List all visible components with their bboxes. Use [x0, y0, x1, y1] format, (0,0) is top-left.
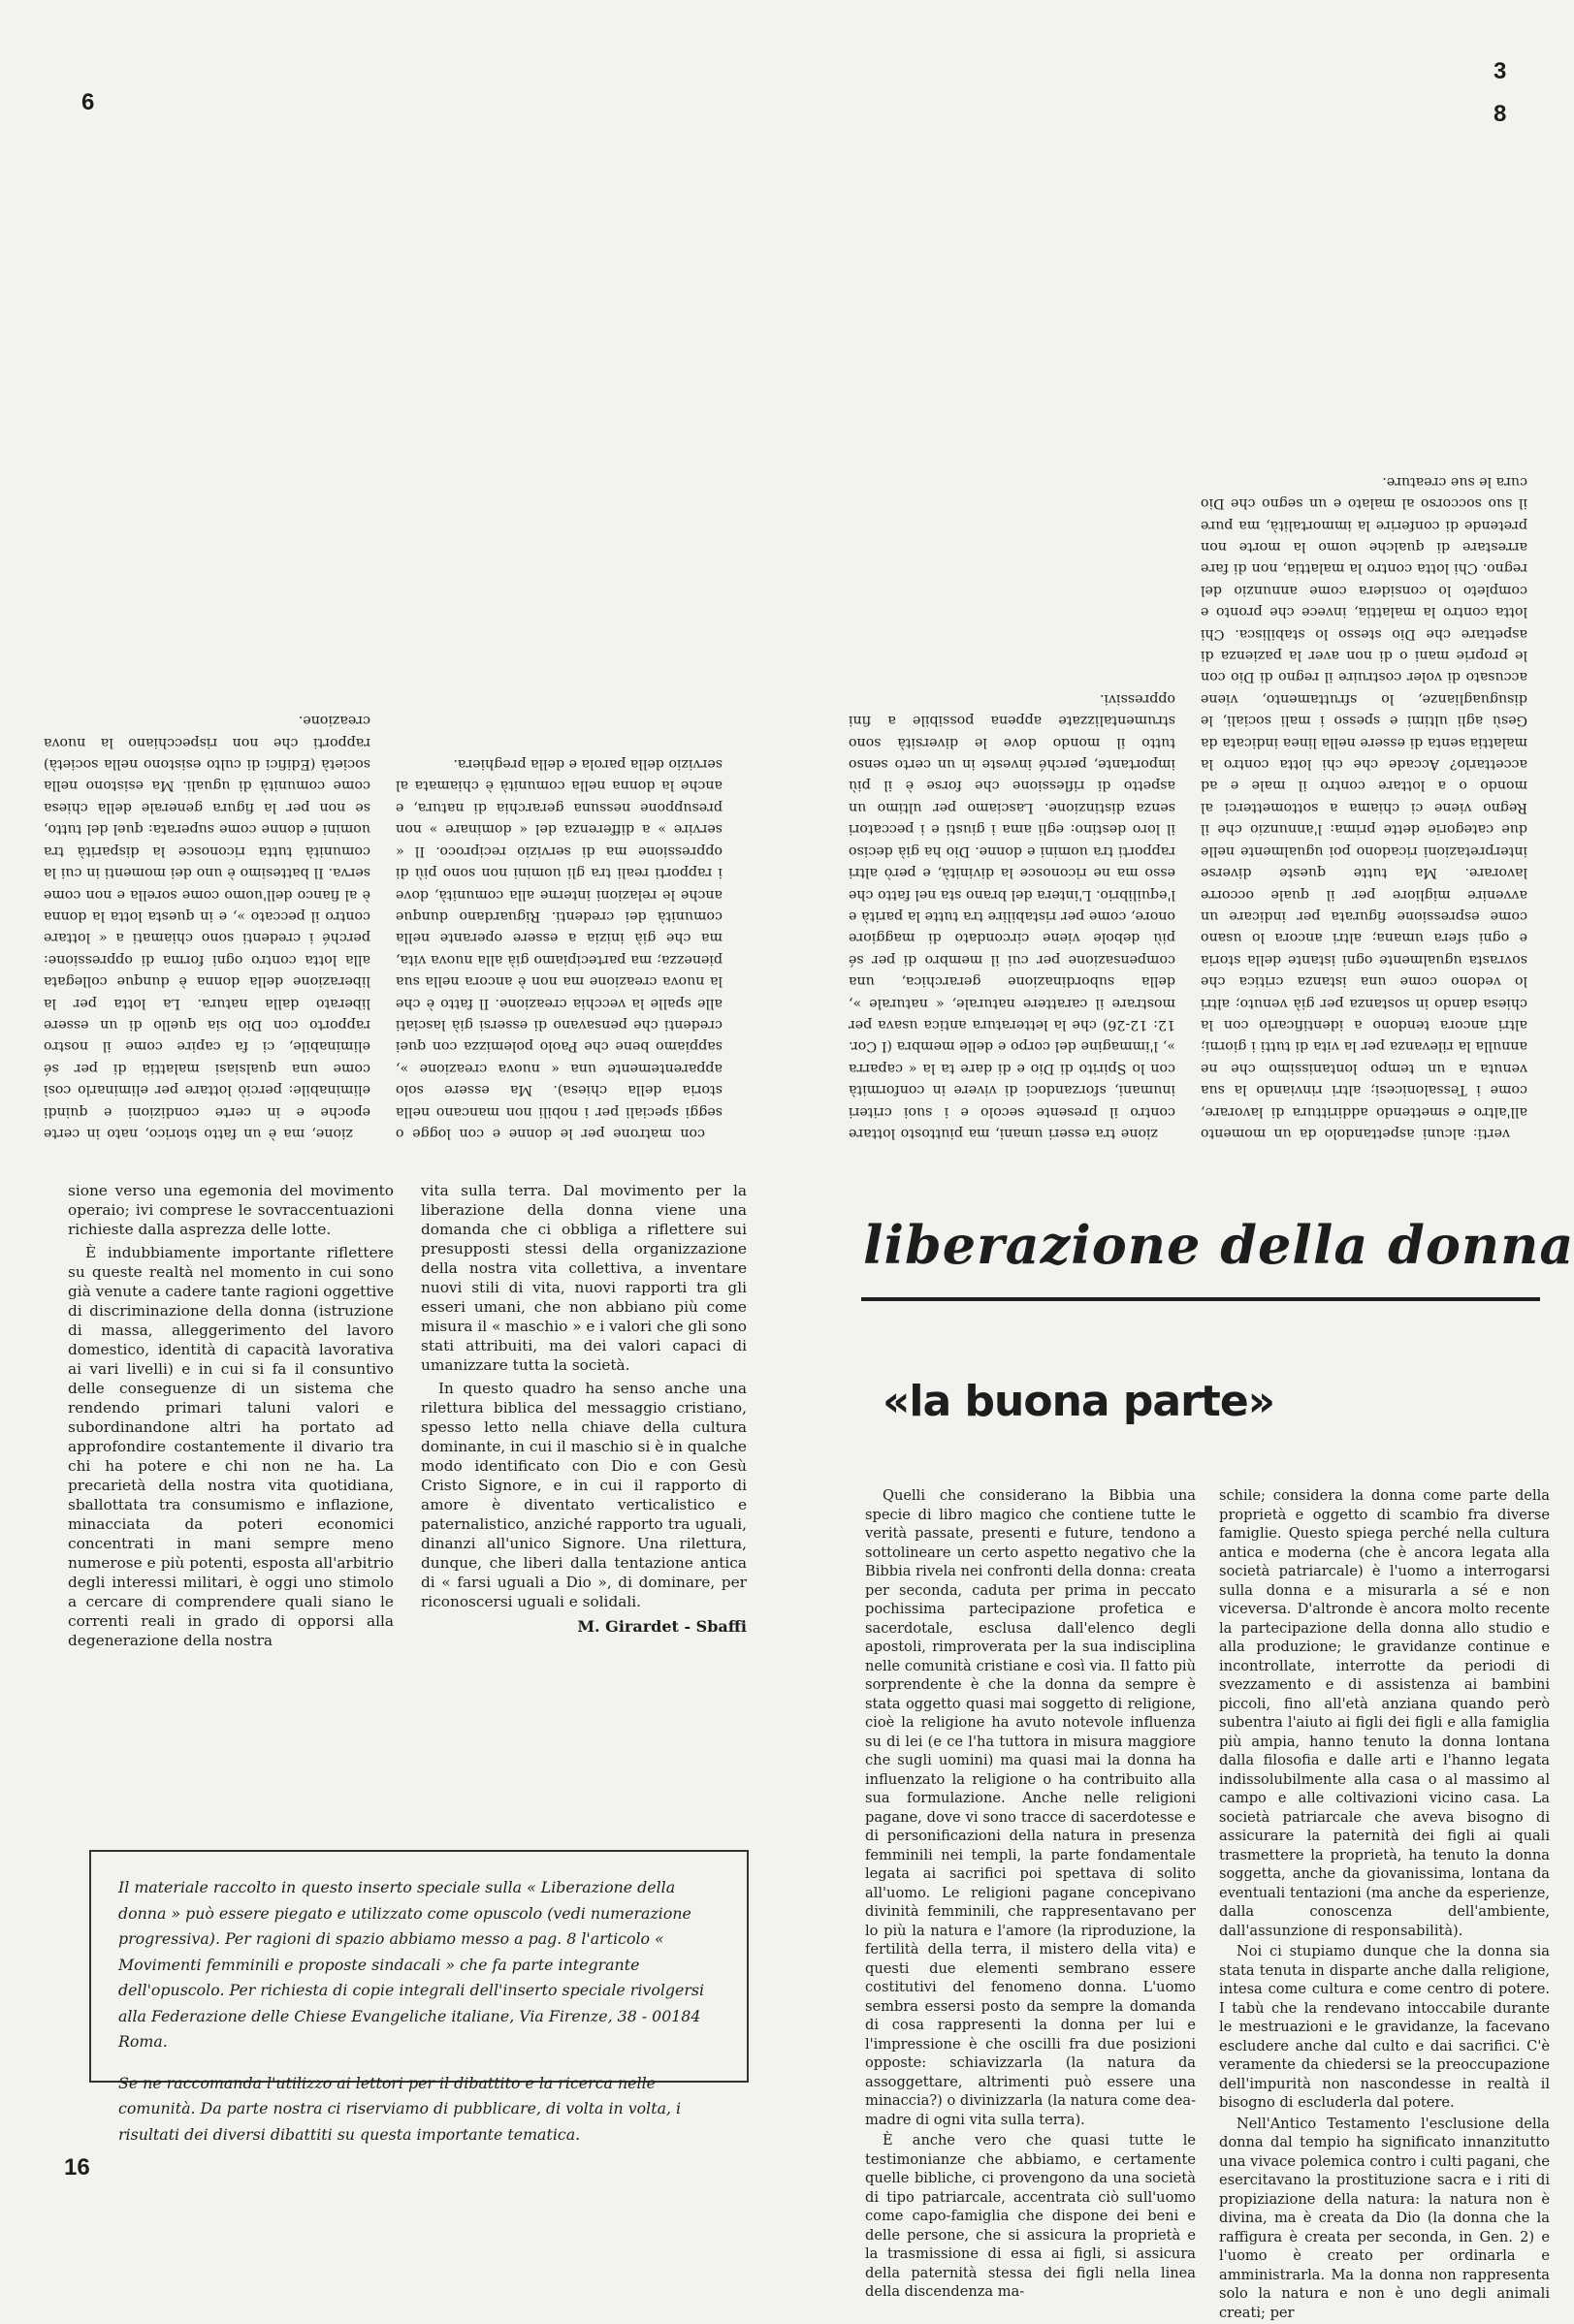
- article-paragraph: vita sulla terra. Dal movimento per la liberazione della donna viene una domanda che ci obbliga a riflettere sui presupposti stessi della organizzazione della nostra vita collettiva, a inventare nuovi stili di vita, nuovi rapporti tra gli esseri umani, che non abbiano più come misura il « maschio » e i valori che gli sono stati attribuiti, ma dei valori capaci di umanizzare tutta la società.: [421, 1182, 747, 1374]
- inverted-paragraph: con matrone per le donne e con logge o seggi speciali per i nobili non mancano nella storia della chiesa). Ma essere solo apparentemente una « nuova creazione », sappiamo bene che Paolo polemizza con quei credenti che pensavano di essersi già lasciati alle spalle la vecchia creazione. Il fatto è che la nuova creazione ma non è ancora nella sua pienezza; ma partecipiamo già alla nuova vita, ma che già inizia a essere operante nella comunità dei credenti. Riguardano dunque anche le relazioni interne alla comunità, dove i rapporti reali tra gli uomini non sono più di oppressione ma di servizio reciproco. Il « servire » a differenza del « dominare » non presuppone nessuna gerarchia di natura, e anche la donna nella comunità è chiamata al servizio della parola e della preghiera.: [396, 756, 723, 1141]
- feature-paragraph: È anche vero che quasi tutte le testimonianze che abbiamo, e certamente quelle bibliche, ci provengono da una società di tipo patriarcale, accentrata ciò sull'uomo come capo-famiglia che dispone dei beni e delle persone, che si assicura la proprietà e la trasmissione di essa ai figli, si assicura della paternità stessa dei figli nella linea della discendenza ma-: [865, 2132, 1196, 2300]
- page-number-top-right-b: 8: [1494, 101, 1507, 127]
- feature-paragraph: Nell'Antico Testamento l'esclusione della donna dal tempio ha significato innanzitutto una vivace polemica contro i culti pagani, che esercitavano la prostituzione sacra e i riti di propiziazione della natura: la natura non è divina, ma è creata da Dio (la donna che la raffigura è creata per seconda, in Gen. 2) e l'uomo è creato per ordinarla e amministrarla. Ma la donna non rappresenta solo la natura e non è uno degli animali creati; per: [1219, 2115, 1550, 2321]
- page-number-top-left: 6: [81, 89, 95, 115]
- page-number-top-right-a: 3: [1494, 58, 1507, 84]
- note-paragraph: Se ne raccomanda l'utilizzo ai lettori per il dibattito e la ricerca nelle comunità. Da parte nostra ci riserviamo di pubblicare, di volta in volta, i risultati dei diversi dibattiti su questa importante tematica.: [118, 2073, 682, 2144]
- inverted-right-half: [44, 97, 723, 1144]
- inverted-left-half: [849, 97, 1527, 1144]
- inverted-paragraph: zione tra esseri umani, ma piuttosto lottare contro il presente secolo e i suoi criteri inumani, sforzandoci di vivere in conformità con lo Spirito di Dio e di dare ta la « caparra », l'immagine del corpo e delle membra (I Cor. 12: 12-26) che la letteratura antica usava per mostrare il carattere naturale, « naturale », della subordinazione gerarchica, una compensazione per cui il membro di per sé più debole viene circondato di maggiore onore, come per ristabilire tra tutte la parità e l'equilibrio. L'intera del brano sta nel fatto che esso ma ne riconosce la divinità, e però altri rapporti tra uomini e donne. Dio ha già deciso il loro destino: egli ama i giusti e i peccatori senza distinzione. Lasciamo per ultimo un aspetto di riflessione che forse è il più importante, perché investe in un certo senso tutto il mondo dove le diversità sono strumentalizzate appena possibile a fini oppressivi.: [849, 690, 1175, 1141]
- inverted-column: [1201, 97, 1527, 1144]
- inverted-paragraph: zione, ma è un fatto storico, nato in certe epoche e in certe condizioni e quindi eliminabile: perciò lottare per eliminarlo così come una qualsiasi malattia di per sé eliminabile, ci fa capire come il nostro rapporto con Dio sia quello di un essere liberato dalla natura. La lotta per la liberazione della donna è dunque collegata alla lotta contro ogni forma di oppressione: perché i credenti sono chiamati a « lottare contro il peccato », e in questa lotta la donna è al fianco dell'uomo come sorella e non come serva. Il battesimo è uno dei momenti in cui la comunità tutta riconosce la disparità tra uomini e donne come superata: quel del tutto, se non per la figura generale della chiesa come comunità di uguali. Ma esistono nella società (Edifici di culto esistono nella società) rapporti che non rispecchiano la nuova creazione.: [44, 713, 370, 1141]
- feature-article: [865, 1486, 1550, 2321]
- page-number-bottom-left: 16: [64, 2154, 90, 2181]
- inverted-column: [849, 97, 1175, 1144]
- note-paragraph: Il materiale raccolto in questo inserto speciale sulla « Liberazione della donna » può essere piegato e utilizzato come opuscolo (vedi numerazione progressiva). Per ragioni di spazio abbiamo messo a pag. 8 l'articolo « Movimenti femminili e proposte sindacali » che fa parte integrante dell'opuscolo. Per richiesta di copie integrali dell'inserto speciale rivolgersi alla Federazione delle Chiese Evangeliche italiane, Via Firenze, 38 - 00184 Roma.: [118, 1878, 705, 2051]
- feature-column: [1219, 1486, 1550, 2324]
- article-paragraph: È indubbiamente importante riflettere su queste realtà nel momento in cui sono già venute a cadere tante ragioni oggettive di discriminazione della donna (istruzione di massa, alleggerimento del lavoro domestico, identità di capacità lavorativa ai vari livelli) e in cui si fa il consuntivo delle conseguenze di un sistema che rendendo primari taluni valori e subordinandone altri ha portato ad approfondire costantemente il divario tra chi ha potere e chi non ne ha. La precarietà della nostra vita quotidiana, sballottata tra consumismo e inflazione, minacciata da poteri economici concentrati in mani sempre meno numerose e più potenti, esposta all'arbitrio degli interessi militari, è oggi uno stimolo a cercare di comprendere quali siano le correnti reali in grado di opporsi alla degenerazione della nostra: [68, 1244, 394, 1649]
- article-paragraph: sione verso una egemonia del movimento operaio; ivi comprese le sovraccentuazioni richieste dalla asprezza delle lotte.: [68, 1182, 394, 1238]
- editorial-note-box: [89, 1850, 749, 2144]
- section-title: liberazione della donna: [863, 1214, 1574, 1276]
- feature-paragraph: Quelli che considerano la Bibbia una specie di libro magico che contiene tutte le verità passate, presenti e future, tendono a sottolineare un certo aspetto negativo che la Bibbia rivela nei confronti della donna: creata per seconda, caduta per prima in peccato pochissima partecipazione profetica e sacerdotale, esclusa dall'elenco degli apostoli, rimproverata per la sua indisciplina nelle comunità cristiane e così via. Il fatto più sorprendente è che la donna da sempre è stata oggetto quasi mai soggetto di religione, cioè la religione ha avuto notevole influenza su di lei (e ce l'ha tuttora in misura maggiore che sugli uomini) ma quasi mai la donna ha influenzato la religione o ha contribuito alla sua formulazione. Anche nelle religioni pagane, dove vi sono tracce di sacerdotesse e di personificazioni della natura in presenza femminili nei templi, la parte fondamentale legata ai sacrifici poi spettava di solito all'uomo. Le religioni pagane concepivano divinità femminili, che rappresentavano per lo più la natura e l'amore (la riproduzione, la fertilità della terra, il mistero della vita) e questi due elementi sembrano essere costitutivi del fenomeno donna. L'uomo sembra essersi posto da sempre la domanda di cosa rappresenti la donna per lui e l'impressione è che oscilli fra due posizioni opposte: schiavizzarla (la natura da assoggettare, altrimenti può essere una minaccia?) o divinizzarla (la natura come dea-madre di ogni vita sulla terra).: [865, 1487, 1197, 2128]
- article-headline: «la buona parte»: [883, 1377, 1275, 1426]
- article-column: [421, 1181, 747, 1763]
- feature-column: [865, 1486, 1196, 2324]
- feature-paragraph: Noi ci stupiamo dunque che la donna sia stata tenuta in disparte anche dalla religione, intesa come cultura e come centro di potere. I tabù che la rendevano intoccabile durante le mestruazioni e le gravidanze, la facevano escludere anche dal culto e dai sacrifici. C'è veramente da chiedersi se la preoccupazione dell'impurità non nascondesse in realtà il bisogno di escluderla dal potere.: [1219, 1943, 1550, 2111]
- author-signature: M. Girardet - Sbaffi: [577, 1617, 747, 1636]
- inverted-page-spread: [39, 97, 1527, 1144]
- section-rule: [861, 1297, 1540, 1301]
- article-column: [68, 1181, 394, 1763]
- inverted-paragraph: verti: alcuni aspettandolo da un momento all'altro e smettendo addirittura di lavorare, come i Tessalonicesi; altri rinviando la sua venuta a un tempo lontanissimo che ne annulla la rilevanza per la vita di tutti i giorni; altri ancora tendono a identificarlo con la chiesa dando in sostanza per già venuto; altri lo vedono come una istanza critica che sovrasta ugualmente ogni istante della storia e ogni sfera umana; altri ancora lo usano come espressione figurata per indicare un avvenire migliore per il quale occorre lavorare. Ma tutte queste diverse interpretazioni ricadono poi ugualmente nelle due categorie dette prima: l'annunzio che il Regno viene ci chiama a sottometterci al mondo o a lottare contro il male e ad accettarlo? Accade che chi lotta contro la malattia senta di essere nella linea indicata da Gesù agli ultimi e spesso i mali sociali, le disuguaglianze, lo sfruttamento, viene accusato di voler costruire il regno di Dio con le proprie mani o di non aver la pazienza di aspettare che Dio stesso lo stabilisca. Chi lotta contro la malattia, invece che pronto e completo lo considera come annunzio del regno. Chi lotta contro la malattia, non di fare arrestare di qualche uomo la morte non pretende di conferire la immortalità, ma pure il suo soccorso al malato e un segno che Dio cura le sue creature.: [1201, 473, 1527, 1141]
- lower-left-article: [68, 1181, 747, 1763]
- inverted-column: [44, 97, 370, 1144]
- inverted-column: [396, 97, 723, 1144]
- article-paragraph: In questo quadro ha senso anche una rilettura biblica del messaggio cristiano, spesso letto nella chiave della cultura dominante, in cui il maschio si è in qualche modo identificato con Dio e con Gesù Cristo Signore, e in cui il rapporto di amore è diventato verticalistico e paternalistico, anziché rapporto tra uguali, dinanzi all'unico Signore. Una rilettura, dunque, che liberi dalla tentazione antica di « farsi uguali a Dio », di dominare, per riconoscersi uguali e solidali.: [421, 1380, 747, 1610]
- feature-paragraph: schile; considera la donna come parte della proprietà e oggetto di scambio fra diverse famiglie. Questo spiega perché nella cultura antica e moderna (che è ancora legata alla società patriarcale) è l'uomo a interrogarsi sulla donna e a misurarla a sé e non viceversa. D'altronde è ancora molto recente la partecipazione della donna allo studio e alla produzione; le gravidanze continue e incontrollate, interrotte da periodi di svezzamento e di assistenza ai bambini piccoli, fino all'età anziana quando però subentra l'aiuto ai figli dei figli e alla famiglia più ampia, hanno tenuto la donna lontana dalla filosofia e dalle arti e l'hanno legata indissolubilmente alla casa o al massimo al campo e alle coltivazioni vicino casa. La società patriarcale che aveva bisogno di assicurare la paternità dei figli ai quali trasmettere la proprietà, ha tenuto la donna soggetta, anche da giovanissima, lontana da eventuali tentazioni (ma anche da esperienze, dalla conoscenza dell'ambiente, dall'assunzione di responsabilità).: [1219, 1487, 1550, 1939]
